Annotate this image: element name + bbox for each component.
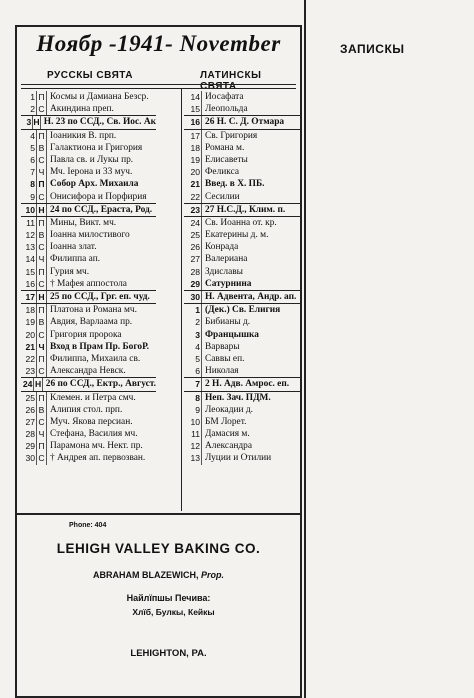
day-number: 24 bbox=[184, 217, 202, 229]
feast-name: (Дек.) Св. Елигия bbox=[205, 305, 281, 316]
feast-name: Елисаветы bbox=[205, 154, 248, 165]
day-number: 10 bbox=[25, 204, 35, 215]
day-number: 24 bbox=[22, 379, 33, 390]
ad-goods-heading: Найлїпшы Печива: bbox=[126, 593, 211, 603]
calendar-row bbox=[21, 329, 156, 341]
feast-name: Авдия, Варлаама пр. bbox=[50, 317, 133, 328]
feast-name: Іоанна злат. bbox=[50, 242, 97, 253]
feast-name: Н. 23 по ССД., Св. Иос. Ак bbox=[43, 117, 156, 128]
day-number: 29 bbox=[184, 278, 202, 290]
calendar-row bbox=[21, 377, 156, 390]
day-number: 7 bbox=[184, 378, 202, 390]
day-number: 7 bbox=[30, 167, 35, 178]
feast-name: Конрада bbox=[205, 242, 239, 253]
day-number: 22 bbox=[184, 191, 202, 203]
weekday-letter: П bbox=[36, 440, 47, 452]
day-number: 8 bbox=[30, 179, 35, 190]
calendar-row bbox=[184, 404, 300, 416]
feast-name: Іоаникия В. прп. bbox=[50, 130, 117, 141]
weekday-letter: П bbox=[36, 217, 47, 229]
weekday-letter: Н bbox=[33, 117, 40, 128]
feast-name: Сесилии bbox=[205, 191, 240, 202]
day-number: 13 bbox=[184, 452, 202, 464]
day-number: 30 bbox=[25, 453, 35, 464]
calendar-row bbox=[21, 452, 156, 464]
calendar-row bbox=[184, 452, 300, 464]
day-number: 3 bbox=[26, 117, 32, 128]
calendar-row bbox=[21, 103, 156, 115]
feast-name: Галактиона и Григория bbox=[50, 142, 143, 153]
feast-name: 2 Н. Адв. Амрос. еп. bbox=[205, 379, 290, 390]
calendar-row bbox=[184, 241, 300, 253]
weekday-letter: С bbox=[36, 154, 47, 166]
weekday-letter: Н bbox=[36, 204, 47, 216]
weekday-letter: Ч bbox=[36, 166, 47, 178]
header-rule bbox=[21, 88, 296, 89]
latin-holidays-list bbox=[184, 91, 300, 465]
day-number: 14 bbox=[184, 91, 202, 103]
calendar-row bbox=[184, 103, 300, 115]
weekday-letter: П bbox=[36, 178, 47, 190]
weekday-letter: П bbox=[36, 392, 47, 404]
feast-name: Алипия стол. прп. bbox=[50, 404, 123, 415]
feast-name: Неп. Зач. ПДМ. bbox=[205, 392, 271, 403]
calendar-row bbox=[21, 203, 156, 216]
day-number: 11 bbox=[184, 428, 202, 440]
day-number: 12 bbox=[25, 230, 35, 241]
day-number: 28 bbox=[184, 266, 202, 278]
day-number: 20 bbox=[184, 166, 202, 178]
feast-name: 26 по ССД., Ектр., Август. bbox=[45, 379, 156, 390]
day-number: 6 bbox=[30, 154, 35, 165]
weekday-letter: С bbox=[36, 241, 47, 253]
weekday-letter: С bbox=[36, 103, 47, 115]
day-number: 23 bbox=[25, 366, 35, 377]
feast-name: 25 по ССД., Грг. еп. чуд. bbox=[50, 292, 150, 302]
feast-name: 27 Н.С.Д., Клим. п. bbox=[205, 204, 286, 215]
day-number: 20 bbox=[25, 329, 35, 340]
calendar-row bbox=[21, 303, 156, 316]
day-number: 9 bbox=[184, 404, 202, 416]
calendar-row bbox=[21, 166, 156, 178]
calendar-row bbox=[184, 178, 300, 190]
calendar-row bbox=[184, 316, 300, 328]
day-number: 4 bbox=[184, 341, 202, 353]
calendar-row bbox=[184, 229, 300, 241]
feast-name: Іоанна милостивого bbox=[50, 230, 130, 241]
ad-owner bbox=[17, 570, 300, 580]
day-number: 18 bbox=[25, 305, 35, 316]
day-number: 15 bbox=[25, 266, 35, 277]
day-number: 1 bbox=[184, 304, 202, 316]
feast-name: Леопольда bbox=[205, 104, 248, 115]
day-number: 18 bbox=[184, 142, 202, 154]
day-number: 17 bbox=[184, 130, 202, 142]
day-number: 17 bbox=[25, 292, 35, 302]
feast-name: Григория пророка bbox=[50, 329, 122, 340]
feast-name: Францышка bbox=[205, 329, 259, 340]
feast-name: Н. Адвента, Андр. ап. bbox=[205, 292, 297, 302]
day-number: 27 bbox=[25, 416, 35, 427]
calendar-row bbox=[21, 91, 156, 103]
feast-name: Платона и Романа мч. bbox=[50, 305, 137, 316]
calendar-row bbox=[21, 129, 156, 142]
weekday-letter: П bbox=[36, 353, 47, 365]
feast-name: † Мафея аппостола bbox=[50, 278, 127, 289]
feast-name: Дамасия м. bbox=[205, 429, 250, 440]
feast-name: БМ Лорет. bbox=[205, 416, 247, 427]
day-number: 16 bbox=[184, 116, 202, 128]
day-number: 5 bbox=[30, 142, 35, 153]
feast-name: Романа м. bbox=[205, 142, 245, 153]
day-number: 25 bbox=[184, 229, 202, 241]
day-number: 15 bbox=[184, 103, 202, 115]
russian-holidays-header: РУССКЫ СВЯТА bbox=[47, 70, 133, 81]
feast-name: Собор Арх. Михаила bbox=[50, 179, 139, 190]
day-number: 28 bbox=[25, 429, 35, 440]
feast-name: Мины, Викт. мч. bbox=[50, 217, 117, 228]
day-number: 10 bbox=[184, 416, 202, 428]
calendar-row bbox=[21, 404, 156, 416]
ad-owner-suffix: Prop. bbox=[201, 570, 225, 580]
calendar-row bbox=[184, 440, 300, 452]
feast-name: Св. Григория bbox=[205, 130, 258, 141]
feast-name: Гурия мч. bbox=[50, 266, 90, 277]
weekday-letter: Ч bbox=[36, 428, 47, 440]
feast-name: Феликса bbox=[205, 167, 240, 178]
day-number: 9 bbox=[30, 191, 35, 202]
feast-name: Иосафата bbox=[205, 92, 244, 102]
weekday-letter: Н bbox=[36, 291, 47, 303]
feast-name: Мч. Іерона и 33 муч. bbox=[50, 167, 133, 178]
calendar-row bbox=[21, 416, 156, 428]
feast-name: Стефана, Василия мч. bbox=[50, 429, 138, 440]
day-number: 26 bbox=[184, 241, 202, 253]
feast-name: † Андрея ап. первозван. bbox=[50, 453, 146, 464]
calendar-row bbox=[21, 341, 156, 353]
day-number: 16 bbox=[25, 278, 35, 289]
day-number: 13 bbox=[25, 242, 35, 253]
day-number: 19 bbox=[184, 154, 202, 166]
feast-name: 26 Н. С. Д. Отмара bbox=[205, 117, 285, 128]
notes-heading: ЗАПИСКЫ bbox=[340, 42, 405, 56]
feast-name: Филиппа ап. bbox=[50, 254, 101, 265]
weekday-letter: П bbox=[36, 266, 47, 278]
ad-company: LEHIGH VALLEY BAKING CO. bbox=[56, 541, 261, 556]
ad-owner-name: ABRAHAM BLAZEWICH, bbox=[92, 570, 199, 580]
feast-name: Александра bbox=[205, 441, 253, 452]
feast-name: Сатурнина bbox=[205, 278, 252, 289]
feast-name: 24 по ССД., Ераста, Род. bbox=[50, 204, 153, 215]
weekday-letter: П bbox=[36, 304, 47, 316]
day-number: 21 bbox=[25, 341, 35, 352]
calendar-row bbox=[184, 416, 300, 428]
day-number: 14 bbox=[25, 254, 35, 265]
calendar-row bbox=[184, 129, 300, 142]
calendar-row bbox=[184, 341, 300, 353]
weekday-letter: П bbox=[36, 91, 47, 103]
weekday-letter: В bbox=[36, 142, 47, 154]
feast-name: Александра Невск. bbox=[50, 366, 126, 377]
weekday-letter: В bbox=[36, 229, 47, 241]
calendar-row bbox=[184, 329, 300, 341]
weekday-letter: С bbox=[36, 329, 47, 341]
feast-name: Луции и Отилии bbox=[205, 453, 272, 464]
calendar-row bbox=[184, 290, 300, 303]
feast-name: Св. Иоанна от. кр. bbox=[205, 217, 277, 228]
calendar-row bbox=[184, 142, 300, 154]
feast-name: Онисифора и Порфирия bbox=[50, 191, 147, 202]
weekday-letter: С bbox=[36, 452, 47, 464]
calendar-row bbox=[21, 440, 156, 452]
advertisement bbox=[15, 514, 302, 698]
column-divider bbox=[181, 89, 182, 511]
calendar-row bbox=[21, 428, 156, 440]
weekday-letter: П bbox=[36, 130, 47, 142]
calendar-row bbox=[21, 365, 156, 377]
feast-name: Бибианы д. bbox=[205, 317, 251, 328]
feast-name: Введ. в Х. ПБ. bbox=[205, 179, 265, 190]
calendar-row bbox=[184, 303, 300, 316]
calendar-row bbox=[21, 253, 156, 265]
calendar-row bbox=[21, 191, 156, 203]
ad-city: LEHIGHTON, PA. bbox=[130, 648, 207, 659]
day-number: 3 bbox=[184, 329, 202, 341]
calendar-row bbox=[21, 154, 156, 166]
calendar-row bbox=[184, 154, 300, 166]
ad-phone: Phone: 404 bbox=[69, 522, 107, 529]
calendar-row bbox=[21, 316, 156, 328]
calendar-box bbox=[15, 25, 302, 515]
day-number: 22 bbox=[25, 353, 35, 364]
feast-name: Муч. Якова персиан. bbox=[50, 416, 133, 427]
calendar-title: Ноябр -1941- November bbox=[36, 31, 281, 56]
day-number: 1 bbox=[30, 92, 35, 102]
day-number: 29 bbox=[25, 441, 35, 452]
calendar-row bbox=[184, 253, 300, 265]
russian-holidays-list bbox=[21, 91, 156, 465]
day-number: 2 bbox=[30, 104, 35, 115]
weekday-letter: Ч bbox=[36, 341, 47, 353]
calendar-row bbox=[184, 391, 300, 404]
feast-name: Космы и Дамиана Безср. bbox=[50, 92, 149, 102]
calendar-row bbox=[21, 278, 156, 290]
weekday-letter: С bbox=[36, 416, 47, 428]
weekday-letter: С bbox=[36, 191, 47, 203]
weekday-letter: Н bbox=[35, 379, 42, 390]
weekday-letter: В bbox=[36, 316, 47, 328]
feast-name: Парамона мч. Нект. пр. bbox=[50, 441, 143, 452]
feast-name: Клемен. и Петра смч. bbox=[50, 392, 136, 403]
feast-name: Леокадии д. bbox=[205, 404, 253, 415]
calendar-row bbox=[184, 278, 300, 290]
feast-name: Здиславы bbox=[205, 266, 243, 277]
calendar-row bbox=[184, 166, 300, 178]
feast-name: Валериана bbox=[205, 254, 248, 265]
latin-holidays-header: ЛАТИНСКЫ СВЯТА bbox=[200, 70, 262, 92]
calendar-row bbox=[184, 353, 300, 365]
header-rule bbox=[21, 84, 296, 85]
day-number: 2 bbox=[184, 316, 202, 328]
ad-goods-list: Хлїб, Булкы, Кейкы bbox=[132, 607, 215, 617]
weekday-letter: Ч bbox=[36, 253, 47, 265]
calendar-row bbox=[21, 178, 156, 190]
day-number: 12 bbox=[184, 440, 202, 452]
calendar-row bbox=[184, 91, 300, 103]
calendar-row bbox=[21, 115, 156, 128]
calendar-row bbox=[21, 229, 156, 241]
weekday-letter: С bbox=[36, 278, 47, 290]
calendar-row bbox=[184, 428, 300, 440]
calendar-row bbox=[184, 115, 300, 128]
calendar-row bbox=[184, 203, 300, 216]
calendar-row bbox=[21, 142, 156, 154]
day-number: 19 bbox=[25, 317, 35, 328]
feast-name: Павла св. и Лукы пр. bbox=[50, 154, 134, 165]
weekday-letter: В bbox=[36, 404, 47, 416]
calendar-row bbox=[21, 353, 156, 365]
calendar-row bbox=[21, 266, 156, 278]
day-number: 11 bbox=[26, 217, 35, 228]
day-number: 25 bbox=[25, 392, 35, 403]
notes-divider bbox=[304, 0, 306, 698]
feast-name: Саввы еп. bbox=[205, 353, 245, 364]
calendar-row bbox=[184, 377, 300, 390]
feast-name: Вход в Прам Пр. БогоР. bbox=[50, 341, 149, 352]
day-number: 21 bbox=[184, 178, 202, 190]
calendar-row bbox=[184, 365, 300, 377]
calendar-row bbox=[21, 391, 156, 404]
feast-name: Екатерины д. м. bbox=[205, 230, 269, 241]
feast-name: Варвары bbox=[205, 341, 240, 352]
calendar-row bbox=[21, 290, 156, 303]
feast-name: Акиндина преп. bbox=[50, 104, 114, 115]
day-number: 4 bbox=[30, 130, 35, 141]
calendar-row bbox=[184, 216, 300, 229]
calendar-row bbox=[184, 266, 300, 278]
calendar-row bbox=[21, 216, 156, 229]
day-number: 27 bbox=[184, 253, 202, 265]
day-number: 23 bbox=[184, 204, 202, 216]
day-number: 30 bbox=[184, 291, 202, 303]
feast-name: Николая bbox=[205, 366, 239, 377]
calendar-row bbox=[184, 191, 300, 203]
calendar-row bbox=[21, 241, 156, 253]
day-number: 8 bbox=[184, 392, 202, 404]
feast-name: Филиппа, Михаила св. bbox=[50, 353, 141, 364]
day-number: 5 bbox=[184, 353, 202, 365]
day-number: 6 bbox=[184, 365, 202, 377]
day-number: 26 bbox=[25, 404, 35, 415]
weekday-letter: С bbox=[36, 365, 47, 377]
